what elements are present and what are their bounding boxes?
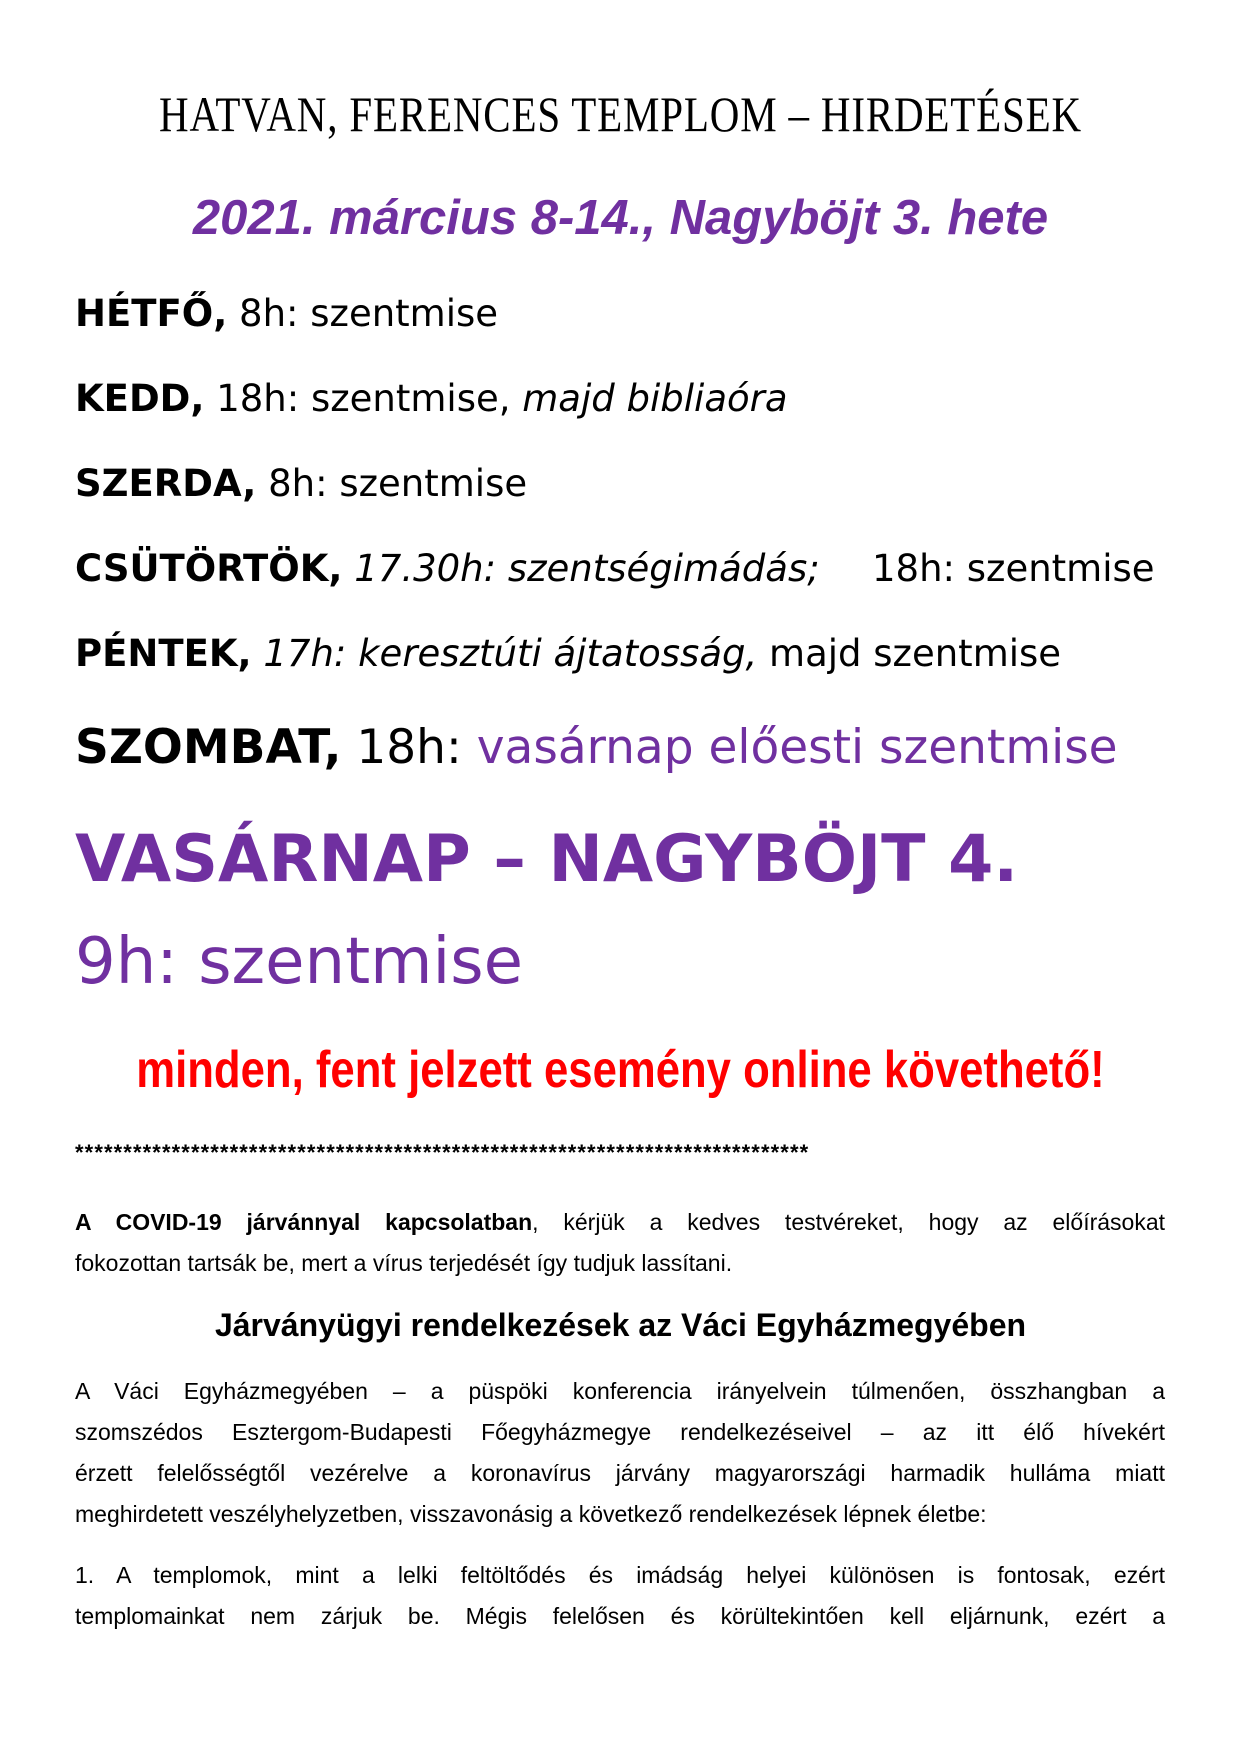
day-italic-text: 17h: keresztúti ájtatosság, xyxy=(251,632,758,675)
covid-paragraph xyxy=(75,1202,1165,1284)
sunday-mass: 9h: szentmise xyxy=(75,925,523,999)
day-italic-text: majd bibliaóra xyxy=(522,377,788,420)
paragraph-line: A Váci Egyházmegyében – a püspöki konferencia irányelvein túlmenően, összhangban a xyxy=(75,1378,1165,1404)
paragraph-line: templomainkat nem zárjuk be. Mégis felelősen és körültekintően kell eljárnunk, ezért a xyxy=(75,1603,1165,1629)
schedule-monday xyxy=(75,292,498,335)
paragraph-line: 1. A templomok, mint a lelki feltöltődés és imádság helyei különösen is fontosak, ezért xyxy=(75,1562,1165,1588)
schedule-thursday-mass: 18h: szentmise xyxy=(872,547,1155,590)
day-purple-text: vasárnap előesti szentmise xyxy=(476,720,1118,775)
schedule-saturday xyxy=(75,720,1118,775)
covid-bold-text: A COVID-19 járvánnyal kapcsolatban xyxy=(75,1209,533,1235)
covid-line-2: fokozottan tartsák be, mert a vírus terjedését így tudjuk lassítani. xyxy=(75,1250,733,1276)
separator-line: **************************************************************************** xyxy=(75,1140,810,1165)
day-text: majd szentmise xyxy=(757,632,1062,675)
section-heading: Járványügyi rendelkezések az Váci Egyházmegyében xyxy=(214,1307,1027,1343)
day-label: PÉNTEK, xyxy=(75,632,252,675)
paragraph-line: érzett felelősségtől vezérelve a koronavírus járvány magyarországi harmadik hulláma miatt xyxy=(75,1460,1165,1486)
sunday-heading: VASÁRNAP – NAGYBÖJT 4. xyxy=(75,822,1019,897)
day-text: 18h: xyxy=(341,720,477,775)
schedule-tuesday xyxy=(75,377,788,420)
covid-line-1 xyxy=(75,1202,1165,1243)
day-text: 18h: szentmise, xyxy=(204,377,523,420)
paragraph-line: meghirdetett veszélyhelyzetben, visszavonásig a következő rendelkezések lépnek életbe: xyxy=(75,1501,987,1527)
covid-line-1-rest: , kérjük a kedves testvéreket, hogy az előírásokat xyxy=(532,1209,1166,1235)
day-label: SZERDA, xyxy=(75,462,257,505)
online-notice: minden, fent jelzett esemény online követhető! xyxy=(136,1041,1105,1099)
day-text: 8h: szentmise xyxy=(256,462,528,505)
paragraph-line: szomszédos Esztergom-Budapesti Főegyházmegye rendelkezéseivel – az itt élő hívekért xyxy=(75,1419,1165,1445)
day-text: 8h: szentmise xyxy=(227,292,499,335)
week-subtitle: 2021. március 8-14., Nagyböjt 3. hete xyxy=(192,191,1049,245)
day-label: CSÜTÖRTÖK, xyxy=(75,547,343,590)
page-title: HATVAN, FERENCES TEMPLOM – HIRDETÉSEK xyxy=(159,86,1082,142)
day-label: SZOMBAT, xyxy=(75,720,342,775)
regulations-paragraph-2 xyxy=(75,1555,1165,1637)
day-label: HÉTFŐ, xyxy=(75,292,228,335)
day-label: KEDD, xyxy=(75,377,205,420)
schedule-friday xyxy=(75,632,1061,675)
regulations-paragraph-1 xyxy=(75,1371,1165,1535)
schedule-wednesday xyxy=(75,462,527,505)
day-italic-text: 17.30h: szentségimádás; xyxy=(342,547,820,590)
schedule-thursday xyxy=(75,547,820,590)
